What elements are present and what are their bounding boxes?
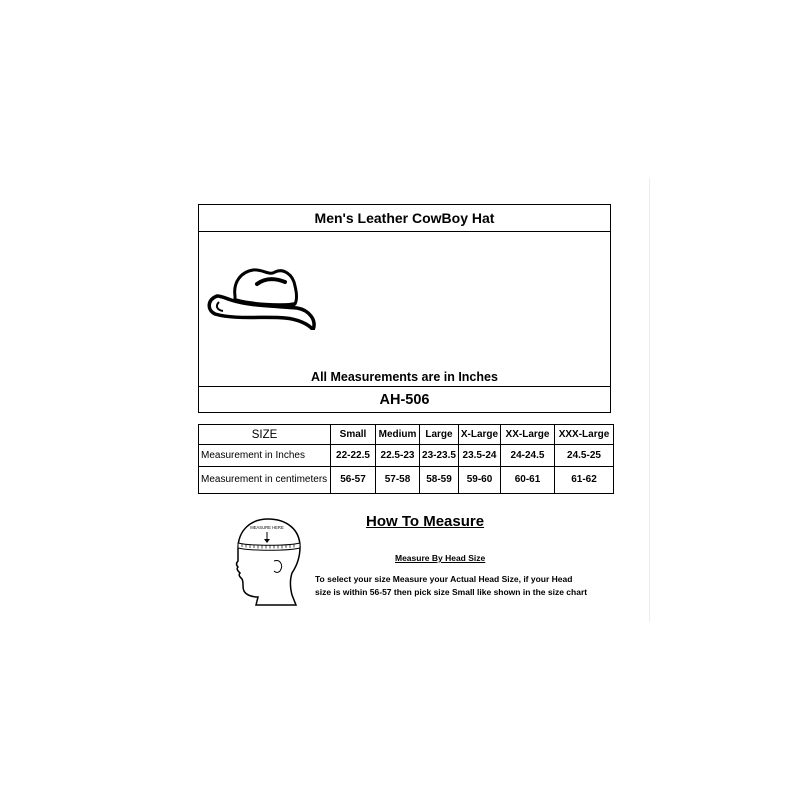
table-cell: 22-22.5 [331,445,376,467]
size-col-xxxlarge: XXX-Large [555,425,614,445]
page-divider-line [649,178,650,622]
head-measure-icon [230,515,308,607]
product-header-box [198,204,611,413]
table-cell: 59-60 [459,467,501,494]
table-cell: 57-58 [376,467,420,494]
inches-row-label: Measurement in Inches [199,445,331,467]
model-number: AH-506 [379,392,430,408]
inches-row [199,445,614,467]
table-cell: 61-62 [555,467,614,494]
table-cell: 23-23.5 [420,445,459,467]
how-to-measure-title: How To Measure [366,513,485,530]
product-title: Men's Leather CowBoy Hat [199,205,610,232]
table-cell: 58-59 [420,467,459,494]
table-cell: 23.5-24 [459,445,501,467]
size-chart-table [198,424,614,494]
size-header-row [199,425,614,445]
size-col-large: Large [420,425,459,445]
size-col-xlarge: X-Large [459,425,501,445]
table-cell: 56-57 [331,467,376,494]
size-col-small: Small [331,425,376,445]
table-cell: 22.5-23 [376,445,420,467]
size-col-medium: Medium [376,425,420,445]
size-header-label: SIZE [199,425,331,445]
cowboy-hat-icon [205,260,317,330]
table-cell: 24-24.5 [501,445,555,467]
measure-here-label: MEASURE HERE [250,525,284,530]
measurement-note: All Measurements are in Inches [199,363,610,387]
centimeters-row-label: Measurement in centimeters [199,467,331,494]
centimeters-row [199,467,614,494]
table-cell: 24.5-25 [555,445,614,467]
measure-instructions: To select your size Measure your Actual Head Size, if your Head size is within 56-57 then pick size Small like shown in the size chart [315,574,588,597]
table-cell: 60-61 [501,467,555,494]
measure-by-head-size-subtitle: Measure By Head Size [395,553,486,563]
size-col-xxlarge: XX-Large [501,425,555,445]
